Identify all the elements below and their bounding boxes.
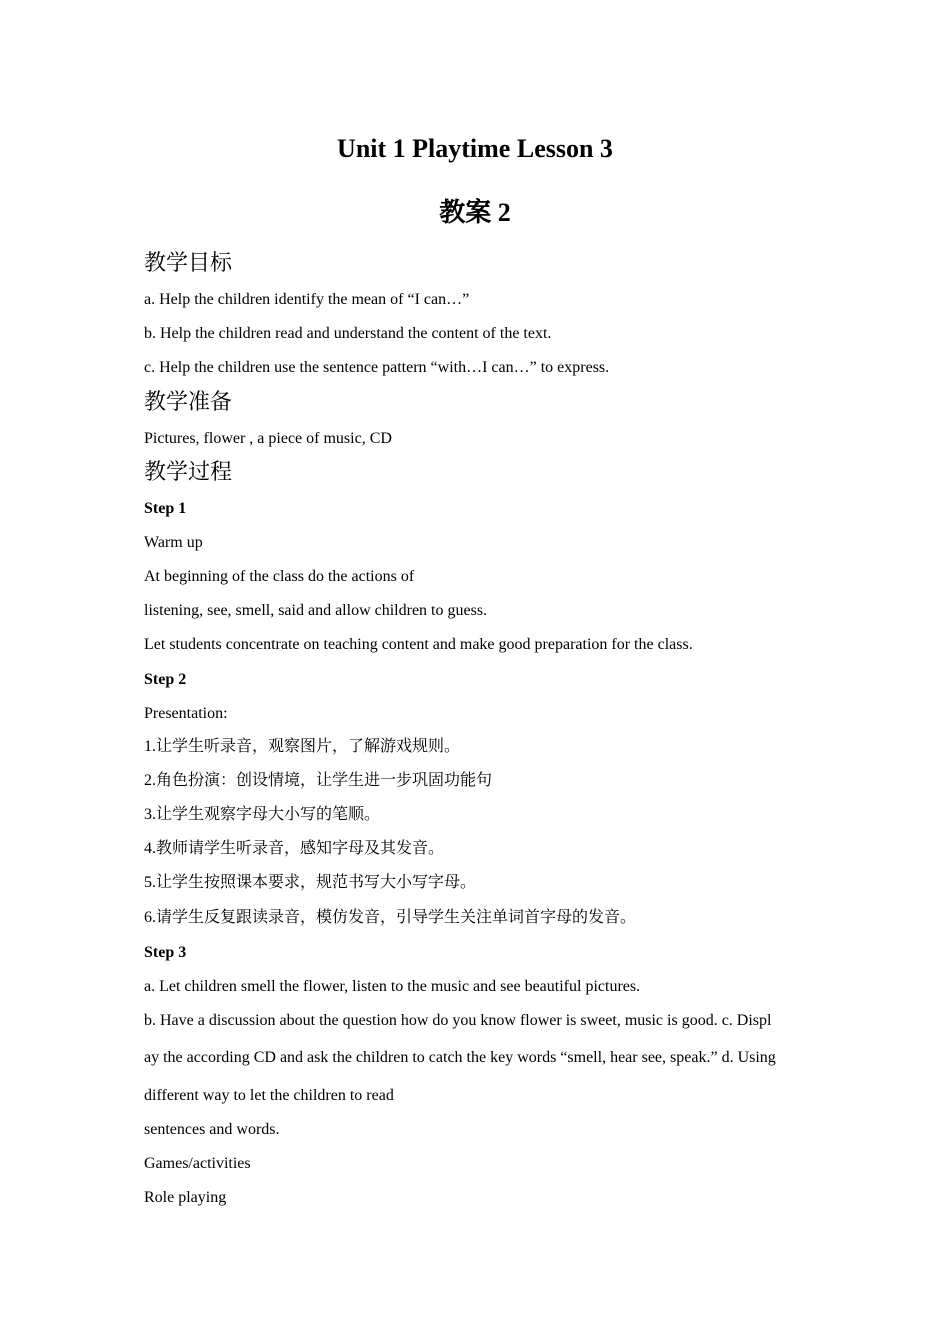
- step-3-line: ay the according CD and ask the children to catch the key words “smell, hear see, speak.” d. Using: [144, 1049, 776, 1066]
- step-3-line: different way to let the children to read: [144, 1087, 394, 1104]
- step-2-line: 3.让学生观察字母大小写的笔顺。: [144, 806, 381, 823]
- step-2-line: 5.让学生按照课本要求，规范书写大小写字母。: [144, 874, 477, 891]
- step-2-line: 6.请学生反复跟读录音，模仿发音，引导学生关注单词首字母的发音。: [144, 909, 637, 926]
- step-3-line: b. Have a discussion about the question how do you know flower is sweet, music is good. c. Displ: [144, 1012, 772, 1029]
- step-3-label: Step 3: [144, 944, 187, 961]
- step-1-label: Step 1: [144, 500, 187, 517]
- step-1-line: Warm up: [144, 534, 203, 551]
- step-3-line: Games/activities: [144, 1155, 251, 1172]
- document-title: Unit 1 Playtime Lesson 3: [337, 134, 613, 163]
- step-1-line: listening, see, smell, said and allow children to guess.: [144, 602, 488, 619]
- step-2-line: 2.角色扮演：创设情境，让学生进一步巩固功能句: [144, 772, 493, 789]
- section-heading-objectives: 教学目标: [144, 251, 233, 276]
- objective-item: a. Help the children identify the mean of “I can…”: [144, 291, 470, 308]
- document-subtitle: 教案 2: [439, 198, 511, 227]
- step-2-line: 4.教师请学生听录音，感知字母及其发音。: [144, 840, 445, 857]
- step-3-line: a. Let children smell the flower, listen to the music and see beautiful pictures.: [144, 978, 641, 995]
- step-2-line: Presentation:: [144, 705, 228, 722]
- section-heading-process: 教学过程: [144, 460, 233, 485]
- step-3-line: sentences and words.: [144, 1121, 280, 1138]
- objective-item: c. Help the children use the sentence pattern “with…I can…” to express.: [144, 359, 610, 376]
- step-2-line: 1.让学生听录音，观察图片，了解游戏规则。: [144, 738, 461, 755]
- preparation-text: Pictures, flower , a piece of music, CD: [144, 430, 392, 447]
- step-2-label: Step 2: [144, 671, 187, 688]
- step-1-line: At beginning of the class do the actions of: [144, 568, 415, 585]
- step-3-line: Role playing: [144, 1189, 227, 1206]
- objective-item: b. Help the children read and understand the content of the text.: [144, 325, 552, 342]
- section-heading-preparation: 教学准备: [144, 390, 233, 415]
- step-1-line: Let students concentrate on teaching content and make good preparation for the class.: [144, 636, 693, 653]
